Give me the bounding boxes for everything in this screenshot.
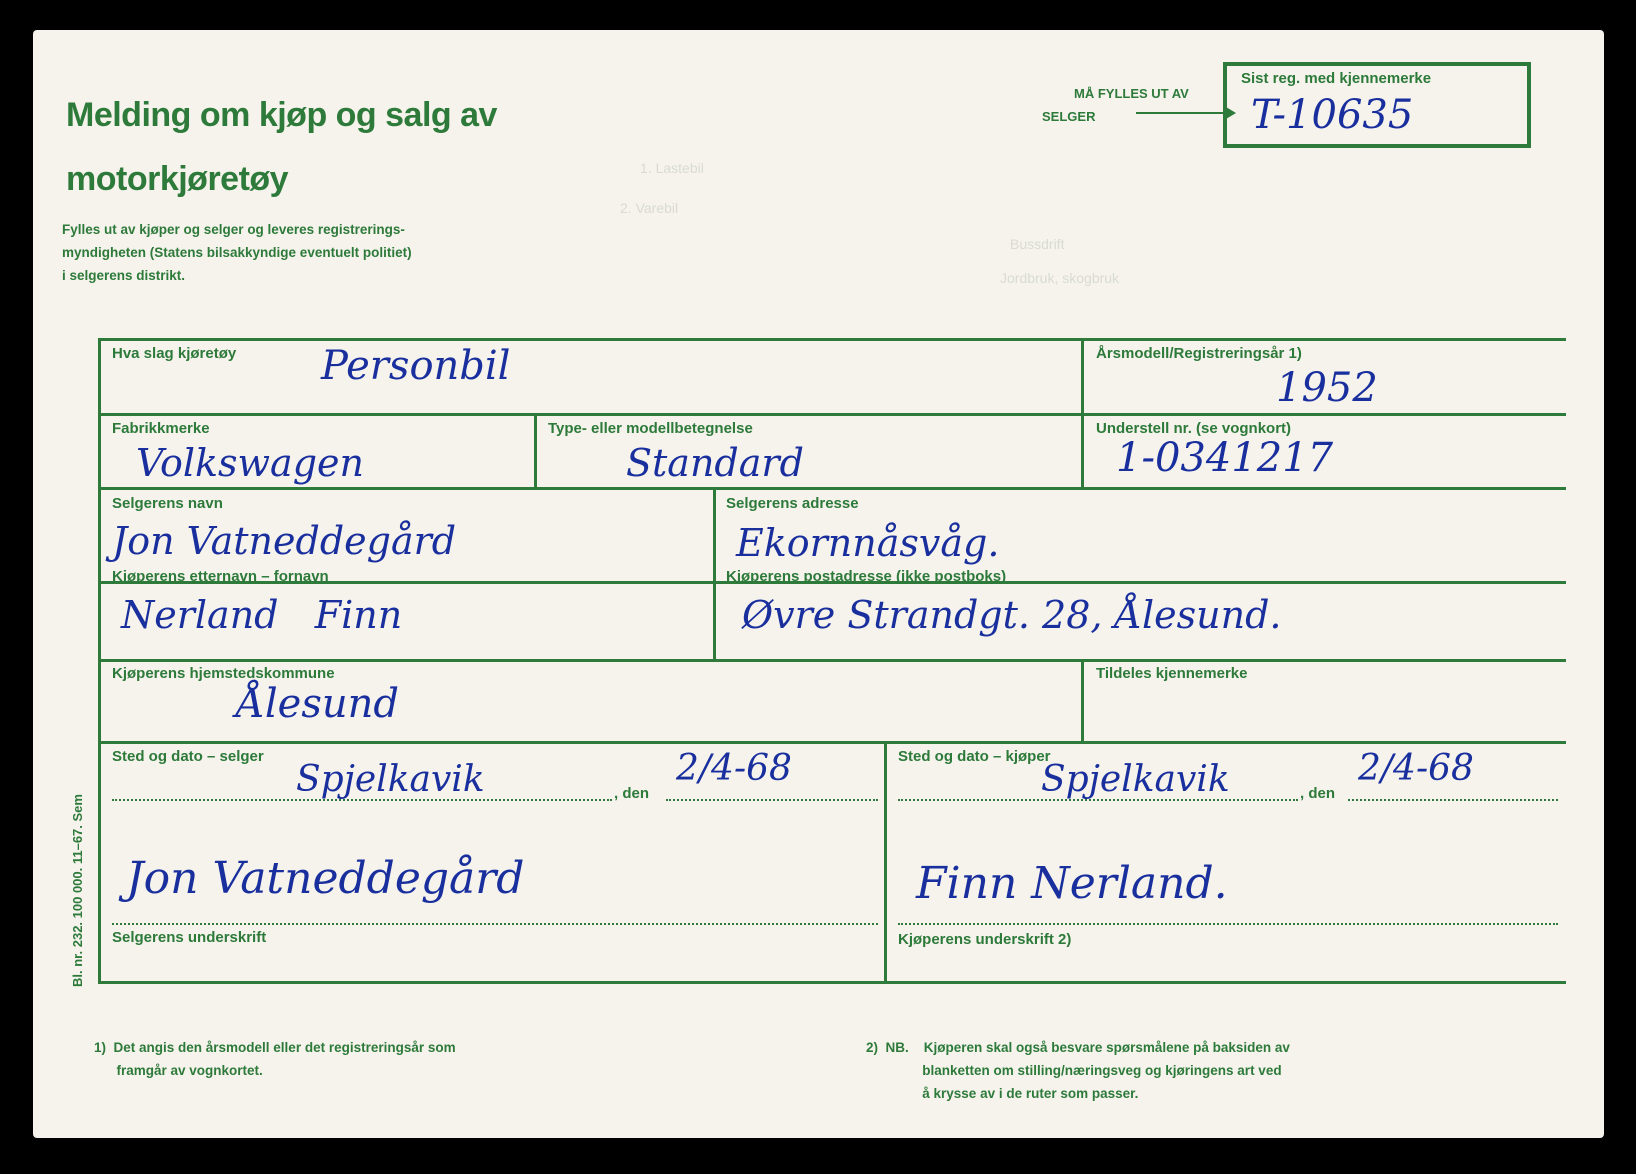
divider [98, 338, 1566, 341]
seller-den-label: , den [614, 785, 650, 802]
buyer-signature-label: Kjøperens underskrift 2) [898, 931, 1072, 948]
vehicle-type-value[interactable]: Personbil [321, 343, 511, 389]
buyer-date-line [1348, 799, 1558, 801]
buyer-address-value[interactable]: Øvre Strandgt. 28, Ålesund. [742, 593, 1282, 637]
reg-plate-box[interactable] [1223, 62, 1531, 148]
divider [98, 981, 1566, 984]
divider [98, 487, 1566, 490]
chassis-label: Understell nr. (se vognkort) [1096, 420, 1292, 437]
buyer-address-label: Kjøperens postadresse (ikke postboks) [726, 568, 1007, 585]
divider [1081, 338, 1084, 487]
intro-line: myndigheten (Statens bilsakkyndige eventuelt politiet) [62, 245, 412, 260]
footnote-line: blanketten om stilling/næringsveg og kjøringens art ved [866, 1063, 1282, 1078]
seller-address-label: Selgerens adresse [726, 495, 859, 512]
seller-signature[interactable]: Jon Vatneddegård [126, 853, 525, 904]
chassis-value[interactable]: 1-0341217 [1116, 435, 1334, 481]
footnote-line: framgår av vognkortet. [94, 1063, 263, 1078]
reg-plate-label: Sist reg. med kjennemerke [1241, 70, 1432, 87]
model-year-label: Årsmodell/Registreringsår 1) [1096, 345, 1302, 362]
divider [98, 659, 1566, 662]
buyer-place-value[interactable]: Spjelkavik [1041, 759, 1230, 800]
intro-line: Fylles ut av kjøper og selger og leveres registrerings- [62, 222, 405, 237]
footnote-1 [94, 1036, 456, 1082]
form-grid [66, 293, 1568, 984]
form-intro [62, 218, 582, 287]
buyer-municipality-value[interactable]: Ålesund [236, 681, 400, 727]
divider [1081, 659, 1084, 741]
seller-date-value[interactable]: 2/4-68 [676, 748, 792, 789]
seller-signature-label: Selgerens underskrift [112, 929, 267, 946]
model-value[interactable]: Standard [626, 441, 804, 485]
reg-plate-value: T-10635 [1251, 92, 1414, 138]
buyer-place-date-label: Sted og dato – kjøper [898, 748, 1051, 765]
bleed-through: Bussdrift [1010, 236, 1065, 252]
seller-name-label: Selgerens navn [112, 495, 223, 512]
seller-address-value[interactable]: Ekornnåsvåg. [736, 521, 1000, 565]
vehicle-type-label: Hva slag kjøretøy [112, 345, 237, 362]
model-label: Type- eller modellbetegnelse [548, 420, 753, 437]
buyer-name-value[interactable]: Nerland Finn [121, 593, 403, 637]
bleed-through: Jordbruk, skogbruk [1000, 270, 1120, 286]
seller-name-value[interactable]: Jon Vatneddegård [112, 519, 457, 563]
divider [884, 741, 887, 981]
buyer-signature[interactable]: Finn Nerland. [916, 858, 1228, 909]
footnote-line: å krysse av i de ruter som passer. [866, 1086, 1139, 1101]
divider [98, 741, 1566, 744]
form-title-line2: motorkjøretøy [66, 160, 289, 198]
seller-place-date-label: Sted og dato – selger [112, 748, 264, 765]
footnote-line: 2) NB. Kjøperen skal også besvare spørsmålene på baksiden av [866, 1040, 1290, 1055]
buyer-signature-line [898, 923, 1558, 925]
seller-place-value[interactable]: Spjelkavik [296, 759, 485, 800]
make-value[interactable]: Volkswagen [136, 441, 364, 485]
assigned-plate-label: Tildeles kjennemerke [1096, 665, 1248, 682]
divider [713, 487, 716, 659]
form-number: Bl. nr. 232. 100 000. 11–67. Sem [70, 794, 85, 987]
seller-signature-line [112, 923, 878, 925]
divider [98, 413, 1566, 416]
seller-note-line2: SELGER [1042, 109, 1096, 124]
form-title-line1: Melding om kjøp og salg av [66, 96, 497, 134]
seller-place-line [112, 799, 612, 801]
buyer-den-label: , den [1300, 785, 1336, 802]
footnote-2 [866, 1036, 1290, 1105]
divider [98, 338, 101, 984]
buyer-place-line [898, 799, 1298, 801]
seller-note-line1: MÅ FYLLES UT AV [1074, 86, 1189, 101]
divider [534, 413, 537, 487]
seller-note [1042, 82, 1189, 128]
seller-date-line [666, 799, 878, 801]
bleed-through: 1. Lastebil [640, 160, 704, 176]
footnote-line: 1) Det angis den årsmodell eller det registreringsår som [94, 1040, 456, 1055]
buyer-date-value[interactable]: 2/4-68 [1358, 748, 1474, 789]
buyer-municipality-label: Kjøperens hjemstedskommune [112, 665, 335, 682]
make-label: Fabrikkmerke [112, 420, 210, 437]
arrow-icon [1136, 112, 1234, 114]
model-year-value[interactable]: 1952 [1276, 365, 1378, 411]
intro-line: i selgerens distrikt. [62, 268, 186, 283]
bleed-through: 2. Varebil [620, 200, 679, 216]
buyer-name-label: Kjøperens etternavn – fornavn [112, 568, 329, 585]
